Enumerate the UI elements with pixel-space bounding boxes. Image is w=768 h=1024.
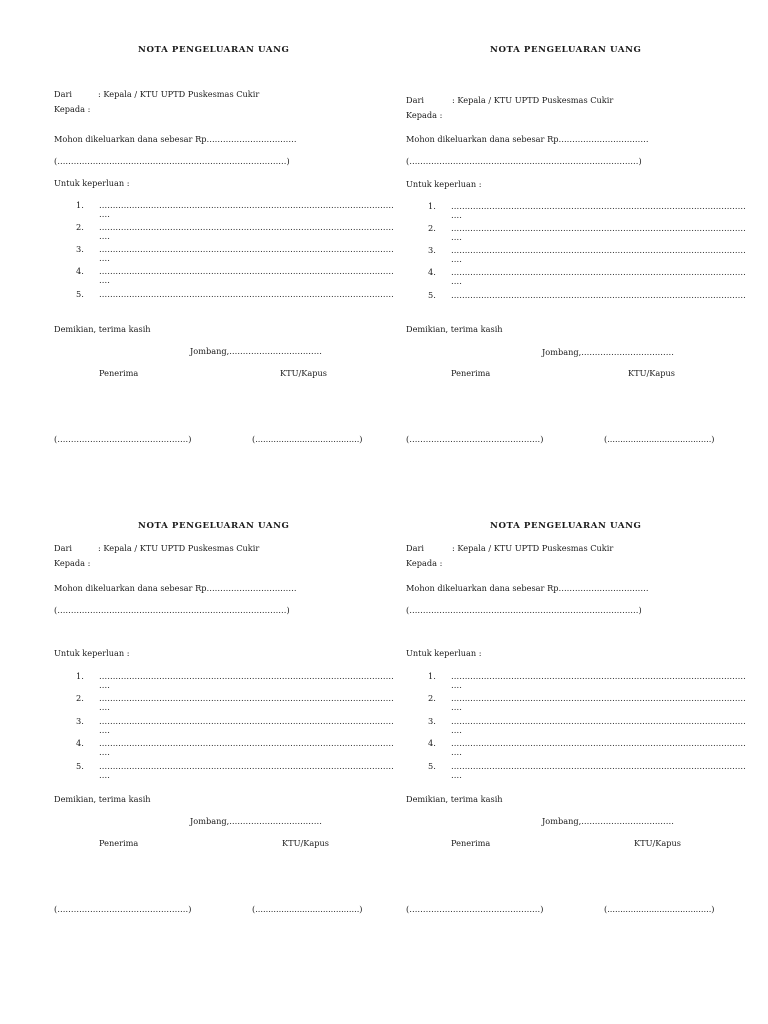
keperluan-item (54, 244, 394, 266)
item-line: ……………………………………………………………………………………………… (99, 222, 394, 232)
item-line: ……………………………………………………………………………………………… (99, 761, 394, 771)
penerima-signature-line: (…………………………………………) (406, 434, 544, 444)
item-line: ……………………………………………………………………………………………… (451, 245, 746, 255)
item-number: 3. (428, 716, 436, 726)
keperluan-item (406, 245, 746, 267)
item-line: ……………………………………………………………………………………………… (451, 223, 746, 233)
item-number: 5. (76, 761, 84, 771)
item-line-cont: …. (451, 725, 462, 735)
item-line-cont: …. (451, 770, 462, 780)
keperluan-item (54, 289, 394, 311)
item-number: 5. (76, 289, 84, 299)
item-line-cont: …. (451, 276, 462, 286)
dari-label: Dari (406, 543, 424, 553)
untuk-keperluan-label: Untuk keperluan : (54, 648, 130, 658)
item-line-cont: …. (451, 702, 462, 712)
ktu-label: KTU/Kapus (282, 838, 329, 848)
penerima-label: Penerima (99, 368, 139, 378)
item-number: 4. (428, 267, 436, 277)
nota-top-right (406, 44, 746, 444)
penerima-signature-line: (…………………………………………) (54, 904, 192, 914)
kepada-label: Kepada : (406, 558, 443, 568)
keperluan-item (54, 671, 394, 693)
untuk-keperluan-label: Untuk keperluan : (406, 179, 482, 189)
item-line-cont: …. (451, 232, 462, 242)
item-line: ……………………………………………………………………………………………… (99, 244, 394, 254)
mohon-text: Mohon dikeluarkan dana sebesar Rp…………………………… (54, 134, 297, 144)
penerima-label: Penerima (99, 838, 139, 848)
item-line: ……………………………………………………………………………………………… (99, 738, 394, 748)
nota-title: NOTA PENGELUARAN UANG (490, 45, 642, 55)
item-line-cont: …. (99, 231, 110, 241)
ktu-signature-line: (........................................) (604, 904, 715, 914)
keperluan-item (54, 222, 394, 244)
jombang-date: Jombang,.…………………………… (190, 346, 322, 356)
item-number: 5. (428, 290, 436, 300)
item-number: 4. (428, 738, 436, 748)
item-number: 4. (76, 266, 84, 276)
item-line: ……………………………………………………………………………………………… (99, 671, 394, 681)
item-line: ……………………………………………………………………………………………… (451, 716, 746, 726)
item-line: ……………………………………………………………………………………………… (451, 671, 746, 681)
mohon-text: Mohon dikeluarkan dana sebesar Rp…………………………… (406, 583, 649, 593)
item-line: ……………………………………………………………………………………………… (451, 693, 746, 703)
mohon-text: Mohon dikeluarkan dana sebesar Rp…………………………… (54, 583, 297, 593)
ktu-label: KTU/Kapus (634, 838, 681, 848)
keperluan-item (54, 761, 394, 783)
item-line-cont: …. (99, 253, 110, 263)
penerima-label: Penerima (451, 368, 491, 378)
terbilang-line: (…………………………………………………………………………) (406, 605, 642, 615)
jombang-date: Jombang,.…………………………… (542, 347, 674, 357)
keperluan-item (54, 693, 394, 715)
item-line-cont: …. (99, 680, 110, 690)
terbilang-line: (…………………………………………………………………………) (54, 605, 290, 615)
terbilang-line: (…………………………………………………………………………) (54, 156, 290, 166)
keperluan-item (54, 716, 394, 738)
keperluan-item (406, 761, 746, 783)
penerima-signature-line: (…………………………………………) (406, 904, 544, 914)
nota-title: NOTA PENGELUARAN UANG (490, 521, 642, 531)
penerima-signature-line: (…………………………………………) (54, 434, 192, 444)
item-line-cont: …. (451, 210, 462, 220)
dari-label: Dari (406, 95, 424, 105)
dari-value: : Kepala / KTU UPTD Puskesmas Cukir (98, 543, 260, 553)
item-number: 5. (428, 761, 436, 771)
dari-value: : Kepala / KTU UPTD Puskesmas Cukir (98, 89, 260, 99)
item-line: ……………………………………………………………………………………………… (451, 201, 746, 211)
keperluan-item (54, 200, 394, 222)
dari-value: : Kepala / KTU UPTD Puskesmas Cukir (452, 543, 614, 553)
ktu-signature-line: (........................................) (604, 434, 715, 444)
nota-title: NOTA PENGELUARAN UANG (138, 521, 290, 531)
untuk-keperluan-label: Untuk keperluan : (406, 648, 482, 658)
nota-bottom-right (406, 520, 746, 920)
keperluan-item (406, 671, 746, 693)
kepada-label: Kepada : (406, 110, 443, 120)
item-line: ……………………………………………………………………………………………… (99, 716, 394, 726)
item-number: 1. (428, 201, 436, 211)
keperluan-item (406, 716, 746, 738)
dari-label: Dari (54, 89, 72, 99)
demikian-text: Demikian, terima kasih (54, 794, 151, 804)
ktu-label: KTU/Kapus (628, 368, 675, 378)
ktu-signature-line: (........................................) (252, 434, 363, 444)
demikian-text: Demikian, terima kasih (54, 324, 151, 334)
jombang-date: Jombang,.…………………………… (190, 816, 322, 826)
dari-value: : Kepala / KTU UPTD Puskesmas Cukir (452, 95, 614, 105)
keperluan-item (54, 266, 394, 288)
item-line-cont: …. (99, 275, 110, 285)
item-line: ……………………………………………………………………………………………… (451, 761, 746, 771)
item-line-cont: …. (451, 254, 462, 264)
item-number: 1. (428, 671, 436, 681)
item-line: ……………………………………………………………………………………………… (99, 289, 394, 299)
item-line-cont: …. (451, 680, 462, 690)
keperluan-item (406, 693, 746, 715)
penerima-label: Penerima (451, 838, 491, 848)
keperluan-item (406, 290, 746, 312)
item-line: ……………………………………………………………………………………………… (451, 290, 746, 300)
item-number: 2. (76, 693, 84, 703)
item-line-cont: …. (99, 747, 110, 757)
item-line: ……………………………………………………………………………………………… (99, 693, 394, 703)
item-number: 2. (428, 693, 436, 703)
item-number: 3. (76, 244, 84, 254)
keperluan-item (54, 738, 394, 760)
dari-label: Dari (54, 543, 72, 553)
item-number: 3. (428, 245, 436, 255)
demikian-text: Demikian, terima kasih (406, 324, 503, 334)
item-number: 4. (76, 738, 84, 748)
item-line-cont: …. (99, 702, 110, 712)
item-line-cont: …. (99, 209, 110, 219)
demikian-text: Demikian, terima kasih (406, 794, 503, 804)
kepada-label: Kepada : (54, 104, 91, 114)
item-line-cont: …. (99, 725, 110, 735)
nota-top-left (54, 44, 394, 444)
untuk-keperluan-label: Untuk keperluan : (54, 178, 130, 188)
item-number: 3. (76, 716, 84, 726)
terbilang-line: (…………………………………………………………………………) (406, 156, 642, 166)
item-line-cont: …. (99, 770, 110, 780)
ktu-label: KTU/Kapus (280, 368, 327, 378)
kepada-label: Kepada : (54, 558, 91, 568)
jombang-date: Jombang,.…………………………… (542, 816, 674, 826)
item-number: 2. (428, 223, 436, 233)
item-number: 2. (76, 222, 84, 232)
item-line: ……………………………………………………………………………………………… (99, 266, 394, 276)
keperluan-item (406, 738, 746, 760)
item-number: 1. (76, 200, 84, 210)
ktu-signature-line: (........................................) (252, 904, 363, 914)
nota-bottom-left (54, 520, 394, 920)
item-number: 1. (76, 671, 84, 681)
item-line: ……………………………………………………………………………………………… (99, 200, 394, 210)
item-line: ……………………………………………………………………………………………… (451, 738, 746, 748)
item-line-cont: …. (451, 747, 462, 757)
keperluan-item (406, 201, 746, 223)
item-line: ……………………………………………………………………………………………… (451, 267, 746, 277)
mohon-text: Mohon dikeluarkan dana sebesar Rp…………………………… (406, 134, 649, 144)
keperluan-item (406, 223, 746, 245)
keperluan-item (406, 267, 746, 289)
nota-title: NOTA PENGELUARAN UANG (138, 45, 290, 55)
